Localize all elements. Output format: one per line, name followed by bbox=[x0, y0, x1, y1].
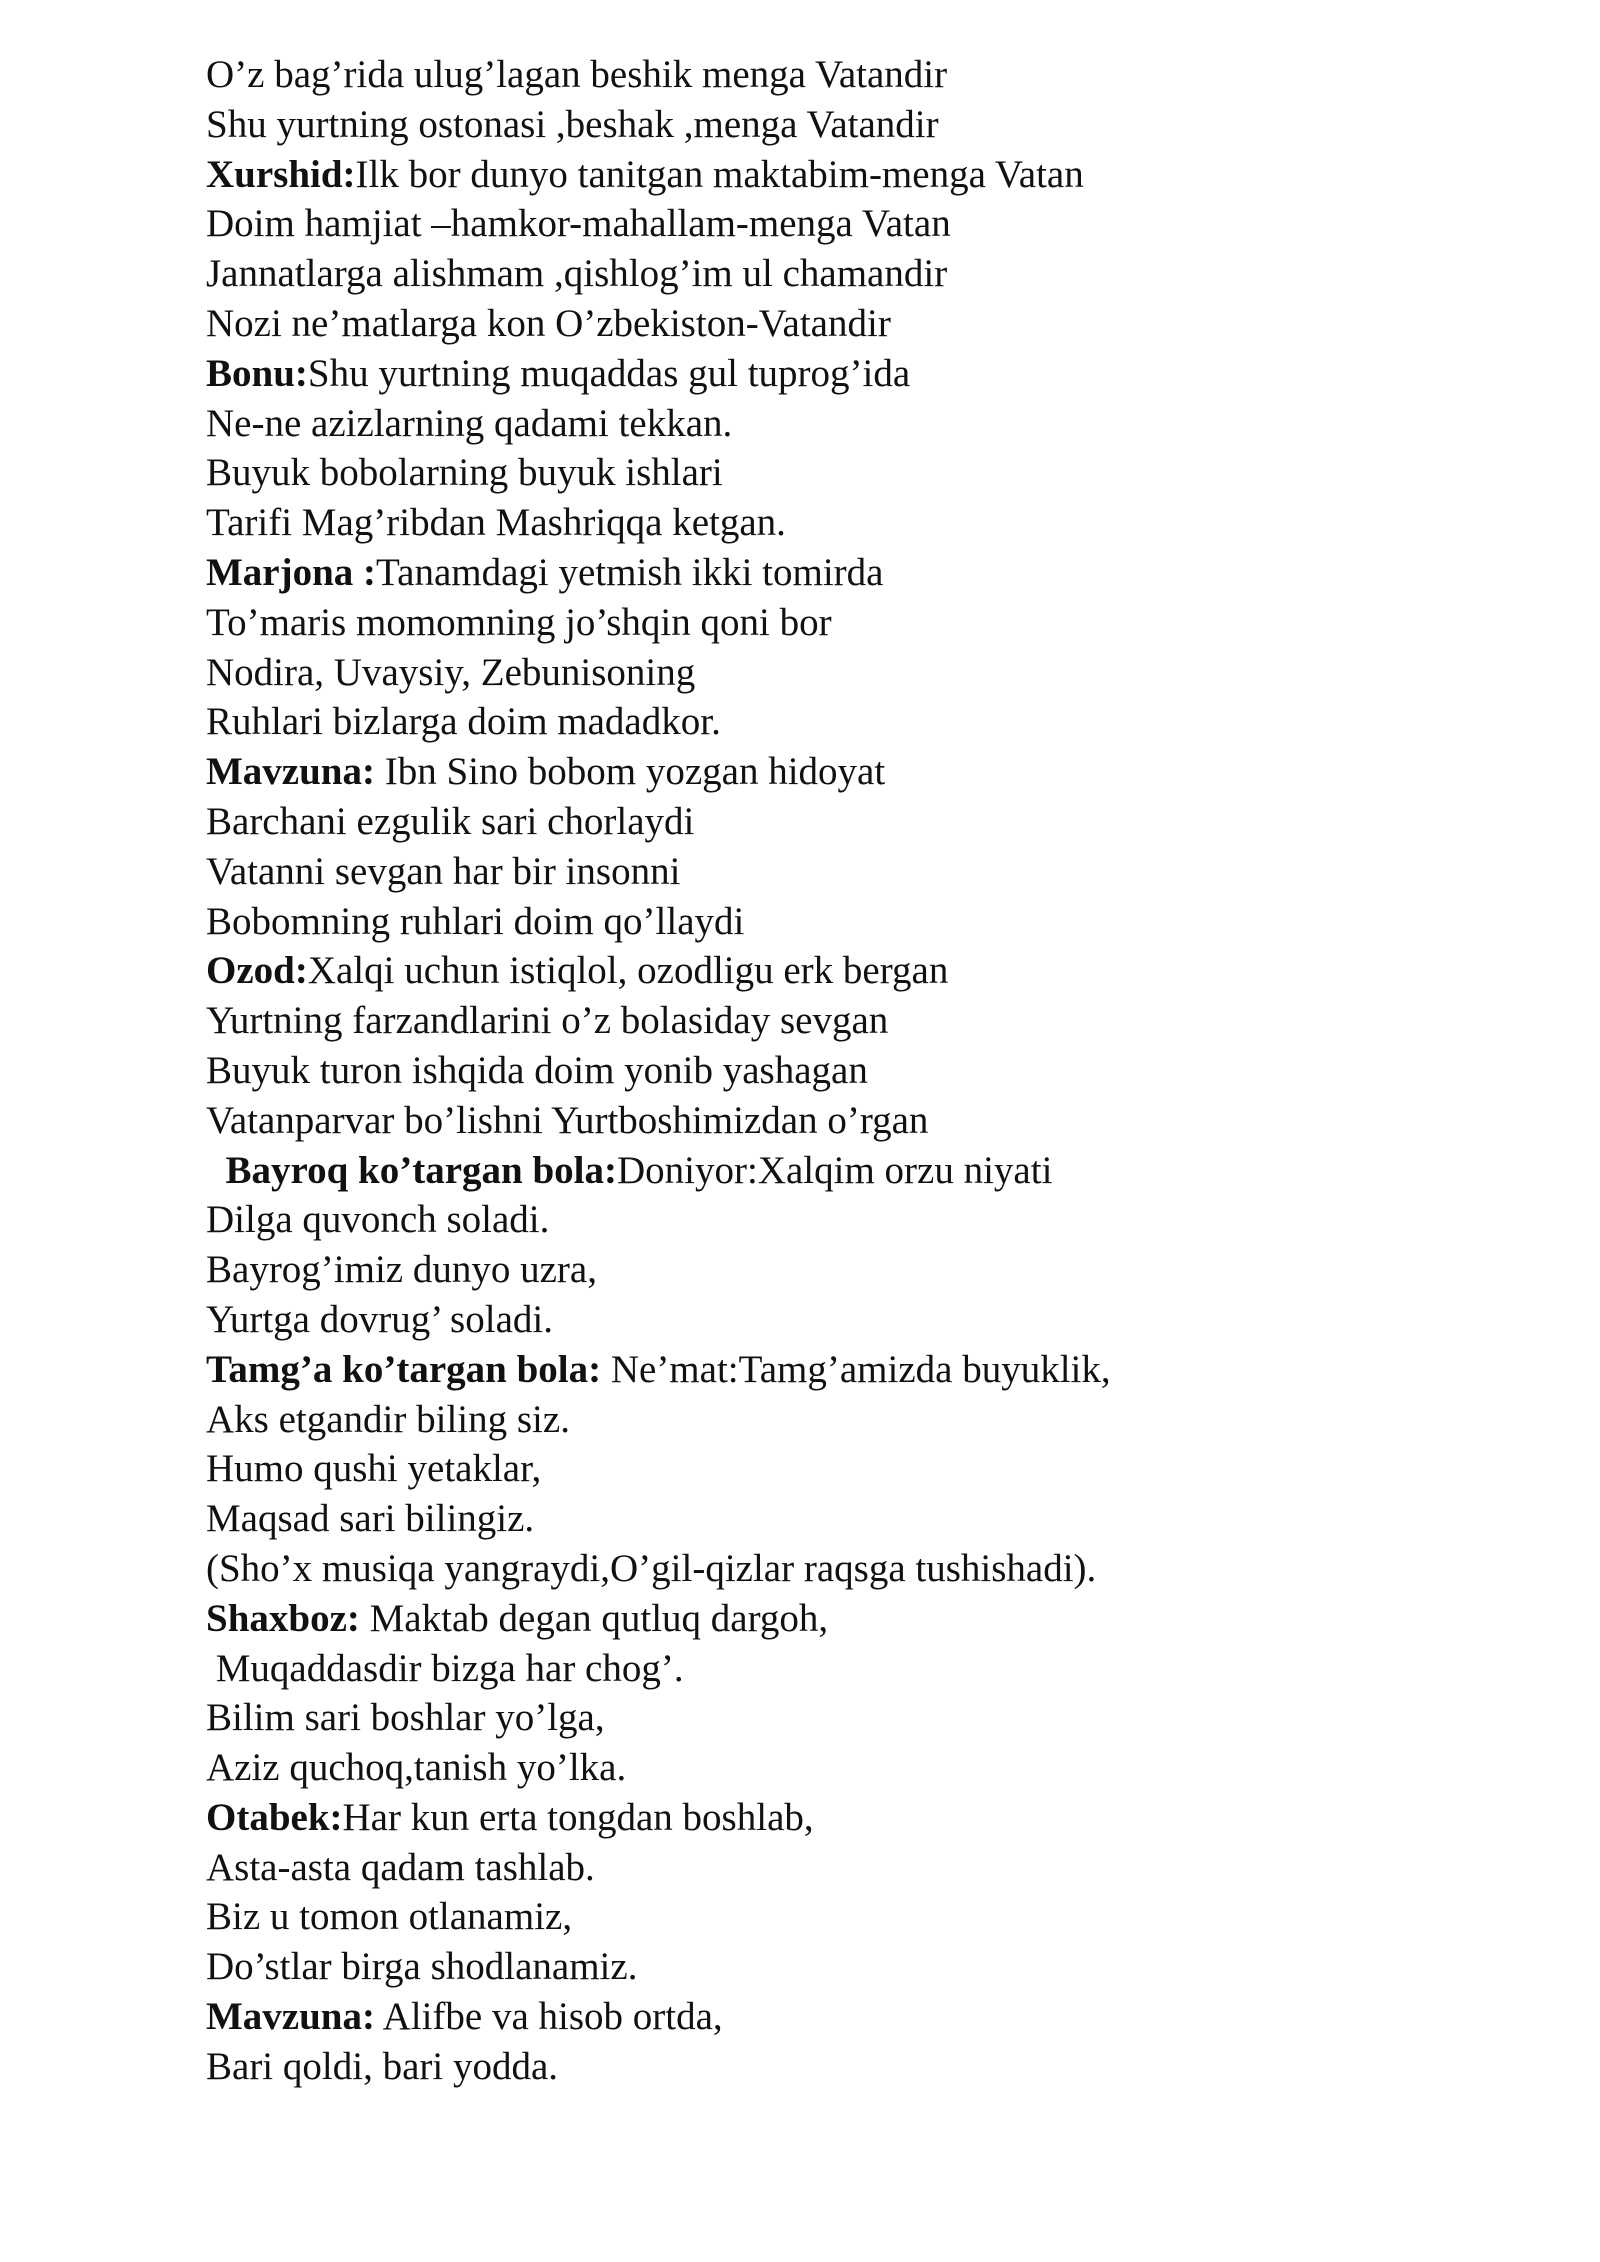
line-text: Shu yurtning muqaddas gul tuprog’ida bbox=[307, 351, 911, 395]
speaker-name: Marjona : bbox=[206, 550, 377, 594]
line-text: Do’stlar birga shodlanamiz. bbox=[206, 1945, 638, 1989]
text-line bbox=[206, 1793, 1526, 1843]
line-text: Xalqi uchun istiqlol, ozodligu erk bergan bbox=[307, 949, 949, 993]
text-line bbox=[206, 1046, 1526, 1096]
line-text: Doim hamjiat –hamkor-mahallam-menga Vatan bbox=[206, 202, 951, 246]
speaker-name: Shaxboz: bbox=[206, 1596, 360, 1640]
text-line bbox=[206, 1942, 1526, 1992]
text-line bbox=[206, 648, 1526, 698]
text-line bbox=[206, 399, 1526, 449]
line-text: Bilim sari boshlar yo’lga, bbox=[206, 1696, 605, 1740]
text-line bbox=[206, 1395, 1526, 1445]
text-line bbox=[206, 1892, 1526, 1942]
text-line bbox=[206, 1096, 1526, 1146]
line-text: Doniyor:Xalqim orzu niyati bbox=[617, 1148, 1053, 1192]
line-text: Buyuk bobolarning buyuk ishlari bbox=[206, 451, 723, 495]
line-text: Yurtga dovrug’ soladi. bbox=[206, 1297, 553, 1341]
text-line bbox=[206, 448, 1526, 498]
text-line bbox=[206, 1195, 1526, 1245]
text-line bbox=[206, 100, 1526, 150]
line-text: Barchani ezgulik sari chorlaydi bbox=[206, 799, 695, 843]
text-line bbox=[206, 797, 1526, 847]
text-line bbox=[206, 2042, 1526, 2092]
speaker-name: Mavzuna: bbox=[206, 750, 375, 794]
text-line bbox=[206, 946, 1526, 996]
line-text: Ne’mat:Tamg’amizda buyuklik, bbox=[601, 1347, 1111, 1391]
line-text: Bayrog’imiz dunyo uzra, bbox=[206, 1248, 597, 1292]
text-line bbox=[206, 498, 1526, 548]
text-line bbox=[206, 1644, 1526, 1694]
line-text: Bari qoldi, bari yodda. bbox=[206, 2044, 559, 2088]
line-text: Yurtning farzandlarini o’z bolasiday sevgan bbox=[206, 999, 889, 1043]
line-text: O’z bag’rida ulug’lagan beshik menga Vatandir bbox=[206, 53, 948, 96]
line-text: Ibn Sino bobom yozgan hidoyat bbox=[375, 750, 886, 794]
speaker-name: Bonu: bbox=[206, 351, 308, 395]
line-text: Biz u tomon otlanamiz, bbox=[206, 1895, 573, 1939]
text-line bbox=[206, 1444, 1526, 1494]
speaker-name: Otabek: bbox=[206, 1795, 343, 1839]
text-line bbox=[206, 299, 1526, 349]
line-text: Bobomning ruhlari doim qo’llaydi bbox=[206, 899, 745, 943]
line-text: Aziz quchoq,tanish yo’lka. bbox=[206, 1746, 627, 1790]
text-line bbox=[206, 1245, 1526, 1295]
text-line bbox=[206, 548, 1526, 598]
line-text: Alifbe va hisob ortda, bbox=[375, 1995, 723, 2039]
text-line bbox=[206, 697, 1526, 747]
line-text: Maktab degan qutluq dargoh, bbox=[359, 1596, 829, 1640]
text-line bbox=[206, 747, 1526, 797]
text-line bbox=[206, 1345, 1526, 1395]
line-text: Tanamdagi yetmish ikki tomirda bbox=[376, 550, 884, 594]
text-line bbox=[206, 1544, 1526, 1594]
text-line bbox=[206, 150, 1526, 200]
text-line bbox=[206, 598, 1526, 648]
speaker-name: Mavzuna: bbox=[206, 1995, 375, 2039]
line-text: Nodira, Uvaysiy, Zebunisoning bbox=[206, 650, 696, 694]
line-text: (Sho’x musiqa yangraydi,O’gil-qizlar raqsga tushishadi). bbox=[206, 1546, 1097, 1590]
line-text: Humo qushi yetaklar, bbox=[206, 1447, 542, 1491]
line-text: Aks etgandir biling siz. bbox=[206, 1397, 570, 1441]
text-line bbox=[206, 1843, 1526, 1893]
text-line bbox=[206, 1743, 1526, 1793]
line-text: Vatanni sevgan har bir insonni bbox=[206, 849, 681, 893]
line-text: Jannatlarga alishmam ,qishlog’im ul chamandir bbox=[206, 252, 948, 296]
text-line bbox=[206, 249, 1526, 299]
text-line bbox=[206, 1146, 1526, 1196]
line-text: Ne-ne azizlarning qadami tekkan. bbox=[206, 401, 733, 445]
line-text: Vatanparvar bo’lishni Yurtboshimizdan o’rgan bbox=[206, 1098, 929, 1142]
text-line bbox=[206, 996, 1526, 1046]
line-text: Shu yurtning ostonasi ,beshak ,menga Vatandir bbox=[206, 102, 939, 146]
text-line bbox=[206, 50, 1526, 100]
line-text: To’maris momomning jo’shqin qoni bor bbox=[206, 600, 832, 644]
line-text: Ilk bor dunyo tanitgan maktabim-menga Vatan bbox=[355, 152, 1084, 196]
text-line bbox=[206, 349, 1526, 399]
line-text: Nozi ne’matlarga kon O’zbekiston-Vatandir bbox=[206, 301, 891, 345]
speaker-name: Xurshid: bbox=[206, 152, 356, 196]
speaker-name: Ozod: bbox=[206, 949, 308, 993]
speaker-name: Bayroq ko’targan bola: bbox=[206, 1148, 617, 1192]
text-line bbox=[206, 897, 1526, 947]
text-line bbox=[206, 1295, 1526, 1345]
text-line bbox=[206, 1992, 1526, 2042]
text-line bbox=[206, 1594, 1526, 1644]
line-text: Buyuk turon ishqida doim yonib yashagan bbox=[206, 1048, 868, 1092]
line-text: Muqaddasdir bizga har chog’. bbox=[206, 1646, 684, 1690]
text-line bbox=[206, 847, 1526, 897]
line-text: Dilga quvonch soladi. bbox=[206, 1198, 550, 1242]
line-text: Asta-asta qadam tashlab. bbox=[206, 1845, 595, 1889]
line-text: Tarifi Mag’ribdan Mashriqqa ketgan. bbox=[206, 501, 786, 545]
poem-text bbox=[206, 50, 1526, 2092]
text-line bbox=[206, 199, 1526, 249]
line-text: Maqsad sari bilingiz. bbox=[206, 1497, 535, 1541]
text-line bbox=[206, 1494, 1526, 1544]
text-line bbox=[206, 1693, 1526, 1743]
speaker-name: Tamg’a ko’targan bola: bbox=[206, 1347, 602, 1391]
line-text: Ruhlari bizlarga doim madadkor. bbox=[206, 700, 721, 744]
line-text: Har kun erta tongdan boshlab, bbox=[342, 1795, 814, 1839]
